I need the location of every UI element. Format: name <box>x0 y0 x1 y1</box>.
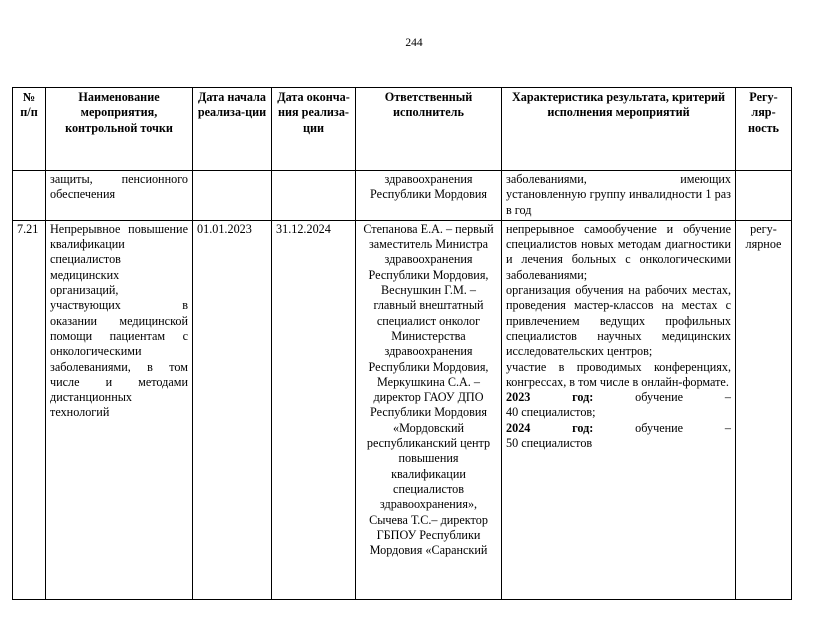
cell-name-part: оказании медицинской помощи пациентам с онкологическими заболеваниями, в том числе и методами дистанционных технологий <box>50 313 188 420</box>
result-year-text: обучение <box>635 390 684 405</box>
result-year-dash: – <box>724 420 731 435</box>
cell-responsible: здравоохранения Республики Мордовия <box>356 171 502 221</box>
result-year-dash: – <box>724 390 731 405</box>
result-year-count: 50 специалистов <box>506 436 593 451</box>
cell-regularity <box>736 171 792 221</box>
cell-result-line: установленную группу инвалидности 1 раз в год <box>506 187 731 217</box>
cell-start-date <box>193 171 272 221</box>
cell-num: 7.21 <box>13 220 46 599</box>
cell-regularity: регу-лярное <box>736 220 792 599</box>
header-name: Наименование мероприятия, контрольной точки <box>46 88 193 171</box>
cell-responsible: Степанова Е.А. – первый заместитель Министра здравоохранения Республики Мордовия, Веснушкин Г.М. – главный внештатный специалист онколог Министерства здравоохранения Республики Мордовия, Меркушкина С.А. – директор ГАОУ ДПО Республики Мордовия «Мордовский республиканский центр повышения квалификации специалистов здравоохранения», Сычева Т.С.– директор ГБПОУ Республики Мордовия «Саранский <box>356 220 502 599</box>
result-paragraph: участие в проводимых конференциях, конгрессах, в том числе в онлайн-формате. <box>506 359 731 389</box>
result-paragraph: непрерывное самообучение и обучение специалистов новых методам диагностики и лечения больных с онкологическими заболеваниями; <box>506 221 731 282</box>
page-number: 244 <box>405 37 423 49</box>
events-table <box>12 87 792 600</box>
cell-num <box>13 171 46 221</box>
result-year-word: год: <box>572 420 594 435</box>
cell-name <box>46 220 193 599</box>
header-start-date: Дата начала реализа-ции <box>193 88 272 171</box>
header-regularity: Регу-ляр-ность <box>736 88 792 171</box>
result-year-word: год: <box>572 390 594 405</box>
header-end-date: Дата оконча-ния реализа-ции <box>272 88 356 171</box>
header-num: № п/п <box>13 88 46 171</box>
result-year-line <box>506 421 731 436</box>
result-paragraph: организация обучения на рабочих местах, проведения мастер-классов на местах с привлечением ведущих профильных специалистов научных медицинских исследовательских центров; <box>506 283 731 359</box>
table-row <box>13 171 792 221</box>
header-responsible: Ответственный исполнитель <box>356 88 502 171</box>
cell-name-part: Непрерывное повышение квалификации специалистов медицинских организаций, <box>50 221 188 298</box>
cell-end-date <box>272 171 356 221</box>
cell-name-part: участвующих в <box>50 298 188 313</box>
result-year: 2024 <box>506 420 531 435</box>
table-header-row <box>13 88 792 171</box>
cell-name <box>46 171 193 221</box>
cell-end-date: 31.12.2024 <box>272 220 356 599</box>
result-year: 2023 <box>506 390 531 405</box>
result-year-count: 40 специалистов; <box>506 405 596 420</box>
result-year-line <box>506 390 731 405</box>
cell-result <box>502 220 736 599</box>
table-row <box>13 220 792 599</box>
cell-result-line: заболеваниями, имеющих <box>506 172 731 186</box>
header-result: Характеристика результата, критерий исполнения мероприятий <box>502 88 736 171</box>
cell-name-line: защиты, пенсионного <box>50 172 188 186</box>
cell-name-line: обеспечения <box>50 187 116 202</box>
cell-start-date: 01.01.2023 <box>193 220 272 599</box>
result-year-text: обучение <box>635 420 684 435</box>
cell-result <box>502 171 736 221</box>
